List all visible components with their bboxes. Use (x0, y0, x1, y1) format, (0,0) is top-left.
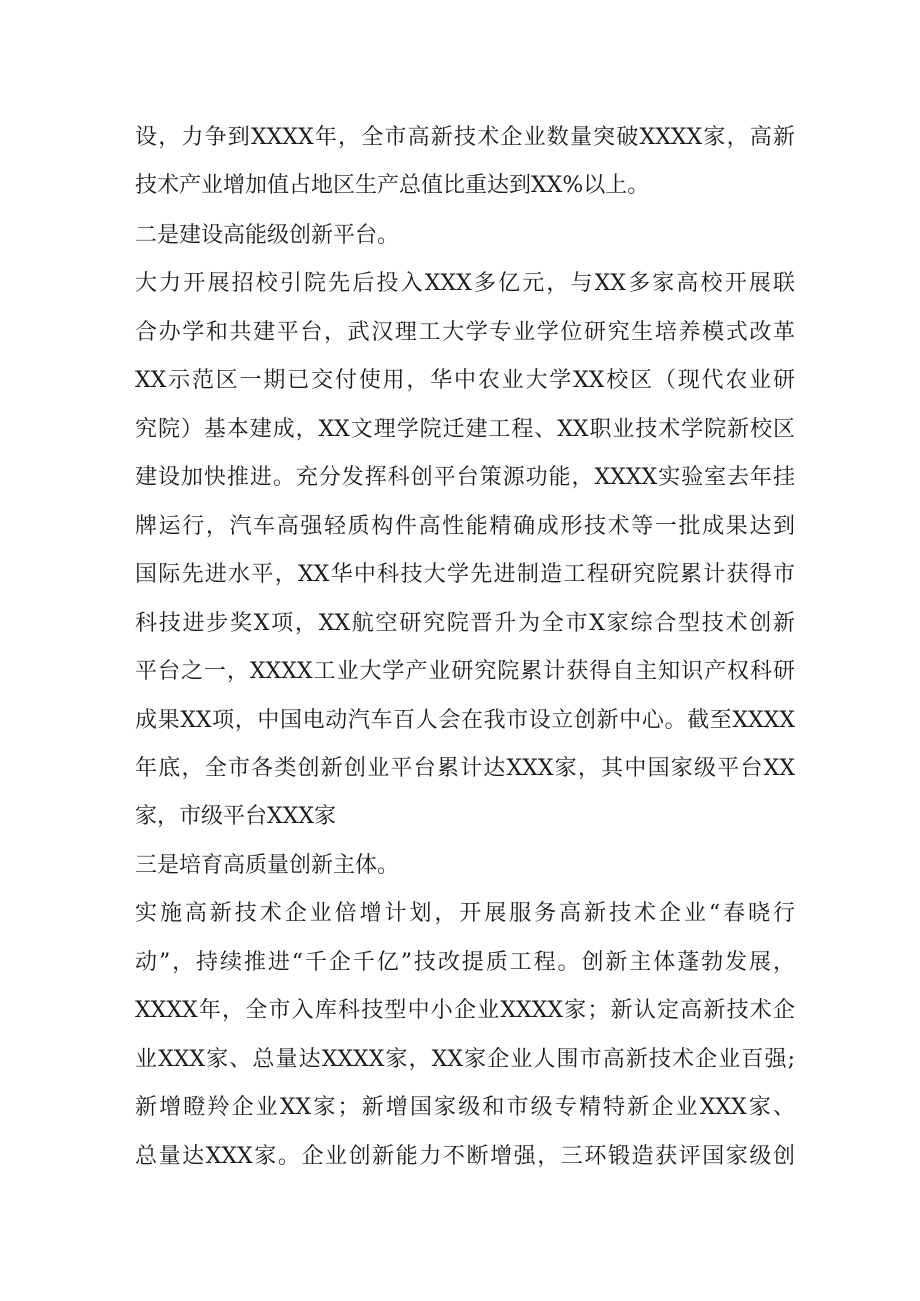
text-line: 年底，全市各类创新创业平台累计达XXX家，其中国家级平台XX (135, 756, 795, 781)
text-line: 新增瞪羚企业XX家；新增国家级和市级专精特新企业XXX家、 (135, 1095, 795, 1120)
text-line: 成果XX项，中国电动汽车百人会在我市设立创新中心。截至XXXX (135, 708, 795, 733)
text-line: 科技进步奖X项，XX航空研究院晋升为全市X家综合型技术创新 (135, 611, 795, 636)
text-line: 家，市级平台XXX家 (135, 804, 336, 829)
text-line: 合办学和共建平台，武汉理工大学专业学位研究生培养模式改革 (135, 320, 795, 345)
text-line: 业XXX家、总量达XXXX家，XX家企业人围市高新技术企业百强; (135, 1047, 795, 1072)
text-line: 技术产业增加值占地区生产总值比重达到XX%以上。 (135, 173, 650, 198)
text-line: 大力开展招校引院先后投入XXX多亿元，与XX多家高校开展联 (135, 271, 795, 296)
section-heading: 三是培育高质量创新主体。 (135, 853, 400, 878)
text-line: XXXX年，全市入库科技型中小企业XXXX家；新认定高新技术企 (135, 998, 795, 1023)
text-line: 牌运行，汽车高强轻质构件高性能精确成形技术等一批成果达到 (135, 514, 795, 539)
text-line: 设，力争到XXXX年，全市高新技术企业数量突破XXXX家，高新 (135, 125, 795, 150)
text-line: XX示范区一期已交付使用，华中农业大学XX校区（现代农业研 (135, 368, 795, 393)
text-line: 总量达XXX家。企业创新能力不断增强，三环锻造获评国家级创 (135, 1144, 795, 1169)
text-line: 平台之一，XXXX工业大学产业研究院累计获得自主知识产权科研 (135, 659, 795, 684)
text-line: 国际先进水平，XX华中科技大学先进制造工程研究院累计获得市 (135, 562, 795, 587)
text-line: 动”，持续推进“千企千亿”技改提质工程。创新主体蓬勃发展， (135, 950, 795, 975)
text-line: 实施高新技术企业倍增计划，开展服务高新技术企业“春晓行 (135, 901, 795, 926)
text-line: 究院）基本建成，XX文理学院迁建工程、XX职业技术学院新校区 (135, 417, 795, 442)
section-heading: 二是建设高能级创新平台。 (135, 223, 400, 248)
text-line: 建设加快推进。充分发挥科创平台策源功能，XXXX实验室去年挂 (135, 465, 795, 490)
